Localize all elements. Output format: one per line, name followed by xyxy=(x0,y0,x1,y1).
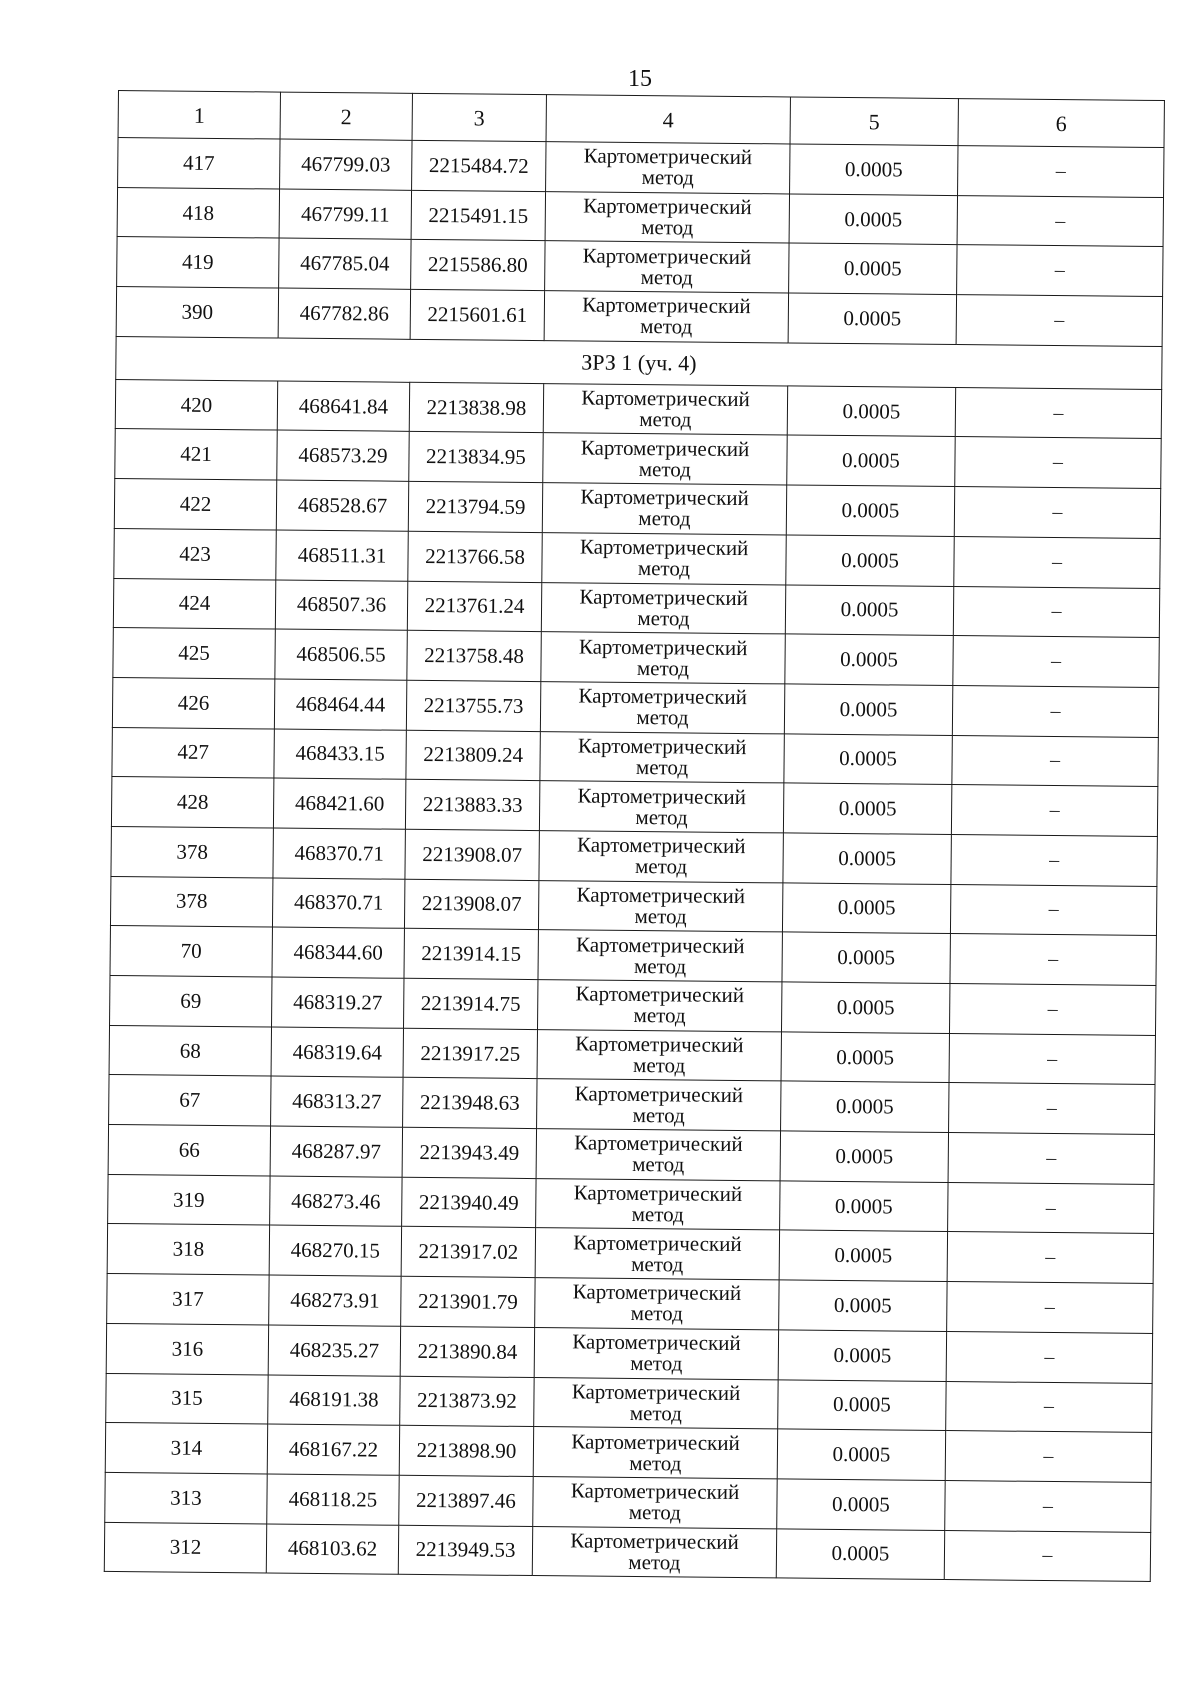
method-line2: метод xyxy=(633,1003,686,1028)
x-coordinate-cell: 468344.60 xyxy=(272,927,404,978)
method-line2: метод xyxy=(633,1053,686,1078)
point-number-cell: 378 xyxy=(111,826,273,877)
x-coordinate-cell: 468235.27 xyxy=(268,1325,400,1376)
accuracy-cell: 0.0005 xyxy=(781,1032,949,1083)
method-cell xyxy=(541,632,785,684)
method-line2: метод xyxy=(637,556,691,581)
y-coordinate-cell: 2213897.46 xyxy=(399,1475,533,1526)
accuracy-cell: 0.0005 xyxy=(784,733,952,784)
x-coordinate-cell: 468273.91 xyxy=(269,1275,401,1326)
header-cell: 2 xyxy=(280,92,412,140)
point-number-cell: 420 xyxy=(115,379,277,430)
method-cell xyxy=(534,1327,778,1379)
x-coordinate-cell: 468319.27 xyxy=(272,977,404,1028)
method-cell xyxy=(543,433,787,485)
method-line1: Картометрический xyxy=(582,292,751,319)
point-number-cell: 419 xyxy=(117,237,279,288)
method-line2: метод xyxy=(633,953,687,979)
accuracy-cell: 0.0005 xyxy=(785,634,953,685)
x-coordinate-cell: 468528.67 xyxy=(276,480,408,531)
accuracy-cell: 0.0005 xyxy=(782,883,950,934)
method-cell xyxy=(535,1228,779,1280)
method-cell xyxy=(540,681,784,733)
x-coordinate-cell: 468421.60 xyxy=(273,778,405,829)
note-cell: – xyxy=(951,834,1157,886)
method-line2: метод xyxy=(631,1251,684,1277)
x-coordinate-cell: 468511.31 xyxy=(276,530,408,581)
y-coordinate-cell: 2215586.80 xyxy=(411,240,545,291)
point-number-cell: 428 xyxy=(111,777,273,828)
x-coordinate-cell: 468313.27 xyxy=(271,1076,403,1127)
point-number-cell: 423 xyxy=(114,528,276,579)
method-line2: метод xyxy=(640,264,693,290)
y-coordinate-cell: 2215491.15 xyxy=(411,190,545,241)
note-cell: – xyxy=(955,387,1161,439)
note-cell: – xyxy=(947,1232,1153,1284)
x-coordinate-cell: 467799.03 xyxy=(280,139,412,190)
y-coordinate-cell: 2215601.61 xyxy=(410,289,544,340)
note-cell: – xyxy=(949,984,1155,1036)
accuracy-cell: 0.0005 xyxy=(783,783,951,834)
point-number-cell: 67 xyxy=(109,1075,271,1126)
method-line2: метод xyxy=(635,804,688,830)
accuracy-cell: 0.0005 xyxy=(786,535,954,586)
method-line2: метод xyxy=(638,456,692,482)
note-cell: – xyxy=(948,1133,1154,1185)
note-cell: – xyxy=(958,146,1164,198)
header-cell: 1 xyxy=(118,91,280,140)
method-cell xyxy=(538,880,782,932)
y-coordinate-cell: 2213873.92 xyxy=(400,1376,534,1427)
y-coordinate-cell: 2213755.73 xyxy=(406,680,540,731)
x-coordinate-cell: 468641.84 xyxy=(277,381,409,432)
point-number-cell: 417 xyxy=(118,138,280,189)
method-line2: метод xyxy=(630,1351,683,1376)
method-line1: Картометрический xyxy=(582,243,752,269)
note-cell: – xyxy=(954,536,1160,588)
y-coordinate-cell: 2215484.72 xyxy=(412,140,546,191)
x-coordinate-cell: 468507.36 xyxy=(275,580,407,631)
method-line2: метод xyxy=(629,1450,682,1476)
method-line2: метод xyxy=(632,1102,685,1128)
y-coordinate-cell: 2213761.24 xyxy=(407,581,541,632)
y-coordinate-cell: 2213943.49 xyxy=(402,1127,536,1178)
method-line1: Картометрический xyxy=(573,1180,743,1207)
note-cell: – xyxy=(950,884,1156,936)
method-cell xyxy=(539,831,783,883)
point-number-cell: 424 xyxy=(113,578,275,629)
note-cell: – xyxy=(952,685,1158,737)
point-number-cell: 70 xyxy=(110,926,272,977)
table-body xyxy=(104,91,1164,1582)
method-line2: метод xyxy=(628,1549,681,1575)
x-coordinate-cell: 468191.38 xyxy=(268,1375,400,1426)
method-line2: метод xyxy=(628,1500,682,1525)
method-line1: Картометрический xyxy=(574,1081,744,1107)
method-line2: метод xyxy=(635,754,689,780)
note-cell: – xyxy=(950,934,1156,986)
accuracy-cell: 0.0005 xyxy=(785,584,953,635)
y-coordinate-cell: 2213917.02 xyxy=(401,1227,535,1278)
accuracy-cell: 0.0005 xyxy=(783,833,951,884)
x-coordinate-cell: 468573.29 xyxy=(277,430,409,481)
point-number-cell: 314 xyxy=(105,1423,267,1474)
y-coordinate-cell: 2213758.48 xyxy=(407,630,541,681)
method-cell xyxy=(533,1427,777,1479)
accuracy-cell: 0.0005 xyxy=(787,435,955,486)
accuracy-cell: 0.0005 xyxy=(781,1081,949,1132)
x-coordinate-cell: 468370.71 xyxy=(273,828,405,879)
accuracy-cell: 0.0005 xyxy=(781,982,949,1033)
y-coordinate-cell: 2213838.98 xyxy=(409,382,543,433)
method-cell xyxy=(538,980,782,1032)
x-coordinate-cell: 468103.62 xyxy=(266,1524,398,1575)
method-line1: Картометрический xyxy=(571,1379,741,1405)
note-cell: – xyxy=(945,1431,1151,1483)
y-coordinate-cell: 2213809.24 xyxy=(406,730,540,781)
x-coordinate-cell: 468464.44 xyxy=(274,679,406,730)
method-line1: Картометрический xyxy=(577,783,747,809)
method-cell xyxy=(537,1079,781,1131)
accuracy-cell: 0.0005 xyxy=(780,1131,948,1182)
note-cell: – xyxy=(957,195,1163,247)
method-line1: Картометрический xyxy=(580,435,750,461)
accuracy-cell: 0.0005 xyxy=(779,1230,947,1281)
note-cell: – xyxy=(946,1381,1152,1433)
note-cell: – xyxy=(956,295,1162,347)
accuracy-cell: 0.0005 xyxy=(778,1330,946,1381)
method-cell xyxy=(532,1526,776,1578)
method-line1: Картометрический xyxy=(575,1031,744,1058)
method-cell xyxy=(542,532,786,584)
method-line1: Картометрический xyxy=(572,1279,742,1306)
note-cell: – xyxy=(949,1083,1155,1135)
table-row xyxy=(104,1522,1150,1582)
y-coordinate-cell: 2213914.75 xyxy=(404,978,538,1029)
accuracy-cell: 0.0005 xyxy=(784,684,952,735)
header-cell: 6 xyxy=(958,99,1164,148)
method-line1: Картометрический xyxy=(583,193,752,220)
x-coordinate-cell: 468273.46 xyxy=(270,1176,402,1227)
point-number-cell: 68 xyxy=(109,1025,271,1076)
method-line1: Картометрический xyxy=(578,633,748,660)
point-number-cell: 319 xyxy=(108,1174,270,1225)
y-coordinate-cell: 2213940.49 xyxy=(402,1177,536,1228)
note-cell: – xyxy=(946,1331,1152,1383)
x-coordinate-cell: 468433.15 xyxy=(274,729,406,780)
section-title: ЗРЗ 1 (уч. 4) xyxy=(116,336,1162,389)
method-line1: Картометрический xyxy=(579,534,749,561)
note-cell: – xyxy=(953,636,1159,688)
y-coordinate-cell: 2213766.58 xyxy=(408,531,542,582)
header-cell: 5 xyxy=(790,97,958,146)
method-line2: метод xyxy=(632,1152,685,1177)
y-coordinate-cell: 2213908.07 xyxy=(404,879,538,930)
x-coordinate-cell: 467782.86 xyxy=(278,288,410,339)
method-cell xyxy=(545,191,789,243)
header-cell: 4 xyxy=(546,95,790,144)
method-cell xyxy=(546,142,790,194)
point-number-cell: 313 xyxy=(105,1472,267,1523)
method-cell xyxy=(542,483,786,535)
method-cell xyxy=(534,1377,778,1429)
y-coordinate-cell: 2213898.90 xyxy=(399,1425,533,1476)
method-line2: метод xyxy=(630,1301,683,1326)
y-coordinate-cell: 2213834.95 xyxy=(409,432,543,483)
y-coordinate-cell: 2213901.79 xyxy=(401,1276,535,1327)
method-line1: Картометрический xyxy=(575,932,745,958)
point-number-cell: 427 xyxy=(112,727,274,778)
point-number-cell: 422 xyxy=(114,479,276,530)
method-line1: Картометрический xyxy=(579,584,749,610)
method-line2: метод xyxy=(634,854,688,879)
point-number-cell: 418 xyxy=(117,187,279,238)
method-line1: Картометрический xyxy=(577,733,747,759)
note-cell: – xyxy=(957,245,1163,297)
method-line1: Картометрический xyxy=(581,385,750,412)
method-line1: Картометрический xyxy=(573,1230,742,1256)
point-number-cell: 426 xyxy=(112,677,274,728)
x-coordinate-cell: 468370.71 xyxy=(272,878,404,929)
x-coordinate-cell: 468118.25 xyxy=(267,1474,399,1525)
method-line2: метод xyxy=(631,1202,684,1227)
method-line1: Картометрический xyxy=(578,683,748,710)
method-cell xyxy=(544,291,788,343)
note-cell: – xyxy=(945,1480,1151,1532)
method-line1: Картометрический xyxy=(575,981,745,1008)
note-cell: – xyxy=(947,1282,1153,1334)
y-coordinate-cell: 2213949.53 xyxy=(398,1525,532,1576)
note-cell: – xyxy=(949,1033,1155,1085)
method-line2: метод xyxy=(640,314,693,339)
y-coordinate-cell: 2213948.63 xyxy=(403,1078,537,1129)
accuracy-cell: 0.0005 xyxy=(777,1479,945,1530)
method-line1: Картометрический xyxy=(570,1528,739,1554)
note-cell: – xyxy=(952,735,1158,787)
method-line1: Картометрический xyxy=(576,882,746,909)
point-number-cell: 316 xyxy=(106,1323,268,1374)
method-line2: метод xyxy=(636,655,690,681)
method-line2: метод xyxy=(639,407,692,432)
method-cell xyxy=(535,1278,779,1330)
y-coordinate-cell: 2213908.07 xyxy=(405,829,539,880)
accuracy-cell: 0.0005 xyxy=(778,1379,946,1430)
x-coordinate-cell: 468167.22 xyxy=(267,1424,399,1475)
point-number-cell: 425 xyxy=(113,628,275,679)
point-number-cell: 69 xyxy=(110,975,272,1026)
point-number-cell: 312 xyxy=(104,1522,266,1573)
method-line2: метод xyxy=(641,215,694,240)
note-cell: – xyxy=(954,487,1160,539)
point-number-cell: 318 xyxy=(107,1224,269,1275)
point-number-cell: 378 xyxy=(110,876,272,927)
point-number-cell: 421 xyxy=(115,429,277,480)
method-line2: метод xyxy=(629,1400,682,1426)
method-cell xyxy=(540,731,784,783)
accuracy-cell: 0.0005 xyxy=(788,293,956,344)
method-cell xyxy=(536,1129,780,1181)
x-coordinate-cell: 468506.55 xyxy=(275,629,407,680)
accuracy-cell: 0.0005 xyxy=(782,932,950,983)
accuracy-cell: 0.0005 xyxy=(787,386,955,437)
note-cell: – xyxy=(948,1182,1154,1234)
method-cell xyxy=(545,241,789,293)
point-number-cell: 66 xyxy=(108,1125,270,1176)
coordinates-table xyxy=(104,90,1165,1582)
accuracy-cell: 0.0005 xyxy=(790,144,958,195)
method-line1: Картометрический xyxy=(576,832,746,859)
y-coordinate-cell: 2213883.33 xyxy=(405,780,539,831)
method-line1: Картометрический xyxy=(580,484,749,511)
method-line1: Картометрический xyxy=(570,1478,740,1505)
y-coordinate-cell: 2213914.15 xyxy=(404,929,538,980)
method-line1: Картометрический xyxy=(583,143,753,170)
method-line1: Картометрический xyxy=(572,1329,741,1356)
note-cell: – xyxy=(955,437,1161,489)
method-line2: метод xyxy=(637,605,690,631)
x-coordinate-cell: 468319.64 xyxy=(271,1027,403,1078)
accuracy-cell: 0.0005 xyxy=(789,194,957,245)
accuracy-cell: 0.0005 xyxy=(789,243,957,294)
y-coordinate-cell: 2213794.59 xyxy=(408,481,542,532)
accuracy-cell: 0.0005 xyxy=(786,485,954,536)
method-line2: метод xyxy=(634,903,687,929)
method-line1: Картометрический xyxy=(574,1130,743,1157)
point-number-cell: 390 xyxy=(116,287,278,338)
x-coordinate-cell: 467799.11 xyxy=(279,189,411,240)
note-cell: – xyxy=(953,586,1159,638)
point-number-cell: 315 xyxy=(106,1373,268,1424)
note-cell: – xyxy=(944,1530,1150,1582)
method-cell xyxy=(541,582,785,634)
method-line2: метод xyxy=(641,165,694,190)
method-cell xyxy=(538,930,782,982)
header-cell: 3 xyxy=(412,93,546,141)
method-cell xyxy=(539,781,783,833)
y-coordinate-cell: 2213917.25 xyxy=(403,1028,537,1079)
point-number-cell: 317 xyxy=(107,1274,269,1325)
method-cell xyxy=(533,1476,777,1528)
method-cell xyxy=(537,1029,781,1081)
note-cell: – xyxy=(951,785,1157,837)
method-line1: Картометрический xyxy=(571,1428,740,1455)
accuracy-cell: 0.0005 xyxy=(777,1429,945,1480)
accuracy-cell: 0.0005 xyxy=(776,1528,944,1579)
method-line2: метод xyxy=(636,705,689,730)
accuracy-cell: 0.0005 xyxy=(780,1181,948,1232)
page-number: 15 xyxy=(628,66,652,92)
method-line2: метод xyxy=(638,506,691,531)
x-coordinate-cell: 468270.15 xyxy=(269,1225,401,1276)
y-coordinate-cell: 2213890.84 xyxy=(400,1326,534,1377)
method-cell xyxy=(536,1178,780,1230)
x-coordinate-cell: 467785.04 xyxy=(279,238,411,289)
x-coordinate-cell: 468287.97 xyxy=(270,1126,402,1177)
accuracy-cell: 0.0005 xyxy=(779,1280,947,1331)
method-cell xyxy=(543,383,787,435)
